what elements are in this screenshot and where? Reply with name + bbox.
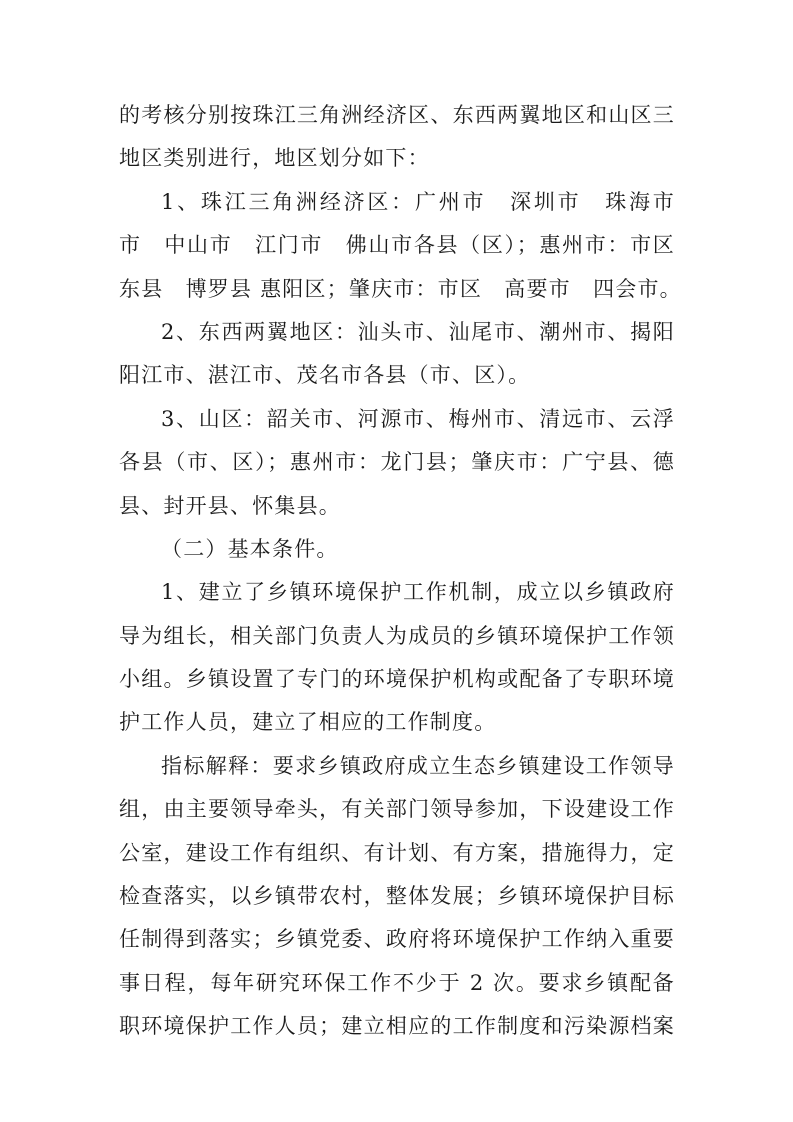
text-line: 指标解释：要求乡镇政府成立生态乡镇建设工作领导: [161, 753, 675, 778]
text-line: 护工作人员，建立了相应的工作制度。: [119, 710, 497, 735]
text-line: 公室，建设工作有组织、有计划、有方案，措施得力，定: [119, 840, 675, 865]
text-line: 任制得到落实；乡镇党委、政府将环境保护工作纳入重要: [119, 927, 675, 952]
text-line: 小组。乡镇设置了专门的环境保护机构或配备了专职环境: [119, 667, 675, 692]
text-line: 导为组长，相关部门负责人为成员的乡镇环境保护工作领: [119, 623, 675, 648]
text-line: 的考核分别按珠江三角洲经济区、东西两翼地区和山区三: [119, 103, 675, 127]
body-text: [119, 94, 682, 1049]
text-line: 事日程，每年研究环保工作不少于 2 次。要求乡镇配备: [119, 970, 675, 995]
text-line: 地区类别进行，地区划分如下：: [119, 146, 430, 171]
text-line: 1、珠江三角洲经济区：广州市 深圳市 珠海市: [161, 189, 675, 214]
text-line: 县、封开县、怀集县。: [119, 493, 341, 518]
text-line: 阳江市、湛江市、茂名市各县（市、区）。: [119, 363, 531, 388]
text-line: 职环境保护工作人员；建立相应的工作制度和污染源档案: [119, 1014, 675, 1039]
text-line: 3、山区：韶关市、河源市、梅州市、清远市、云浮: [161, 406, 675, 431]
text-line: 2、东西两翼地区：汕头市、汕尾市、潮州市、揭阳: [161, 319, 675, 344]
text-line: 各县（市、区）；惠州市：龙门县；肇庆市：广宁县、德: [119, 450, 675, 475]
text-line: （二）基本条件。: [161, 536, 339, 561]
text-line: 检查落实，以乡镇带农村，整体发展；乡镇环境保护目标: [119, 884, 675, 909]
text-line: 东县 博罗县 惠阳区；肇庆市：市区 高要市 四会市。: [119, 276, 682, 301]
text-line: 1、建立了乡镇环境保护工作机制，成立以乡镇政府: [161, 580, 675, 605]
text-line: 组，由主要领导牵头，有关部门领导参加，下设建设工作: [119, 797, 675, 822]
text-line: 市 中山市 江门市 佛山市各县（区）；惠州市：市区: [119, 233, 675, 258]
